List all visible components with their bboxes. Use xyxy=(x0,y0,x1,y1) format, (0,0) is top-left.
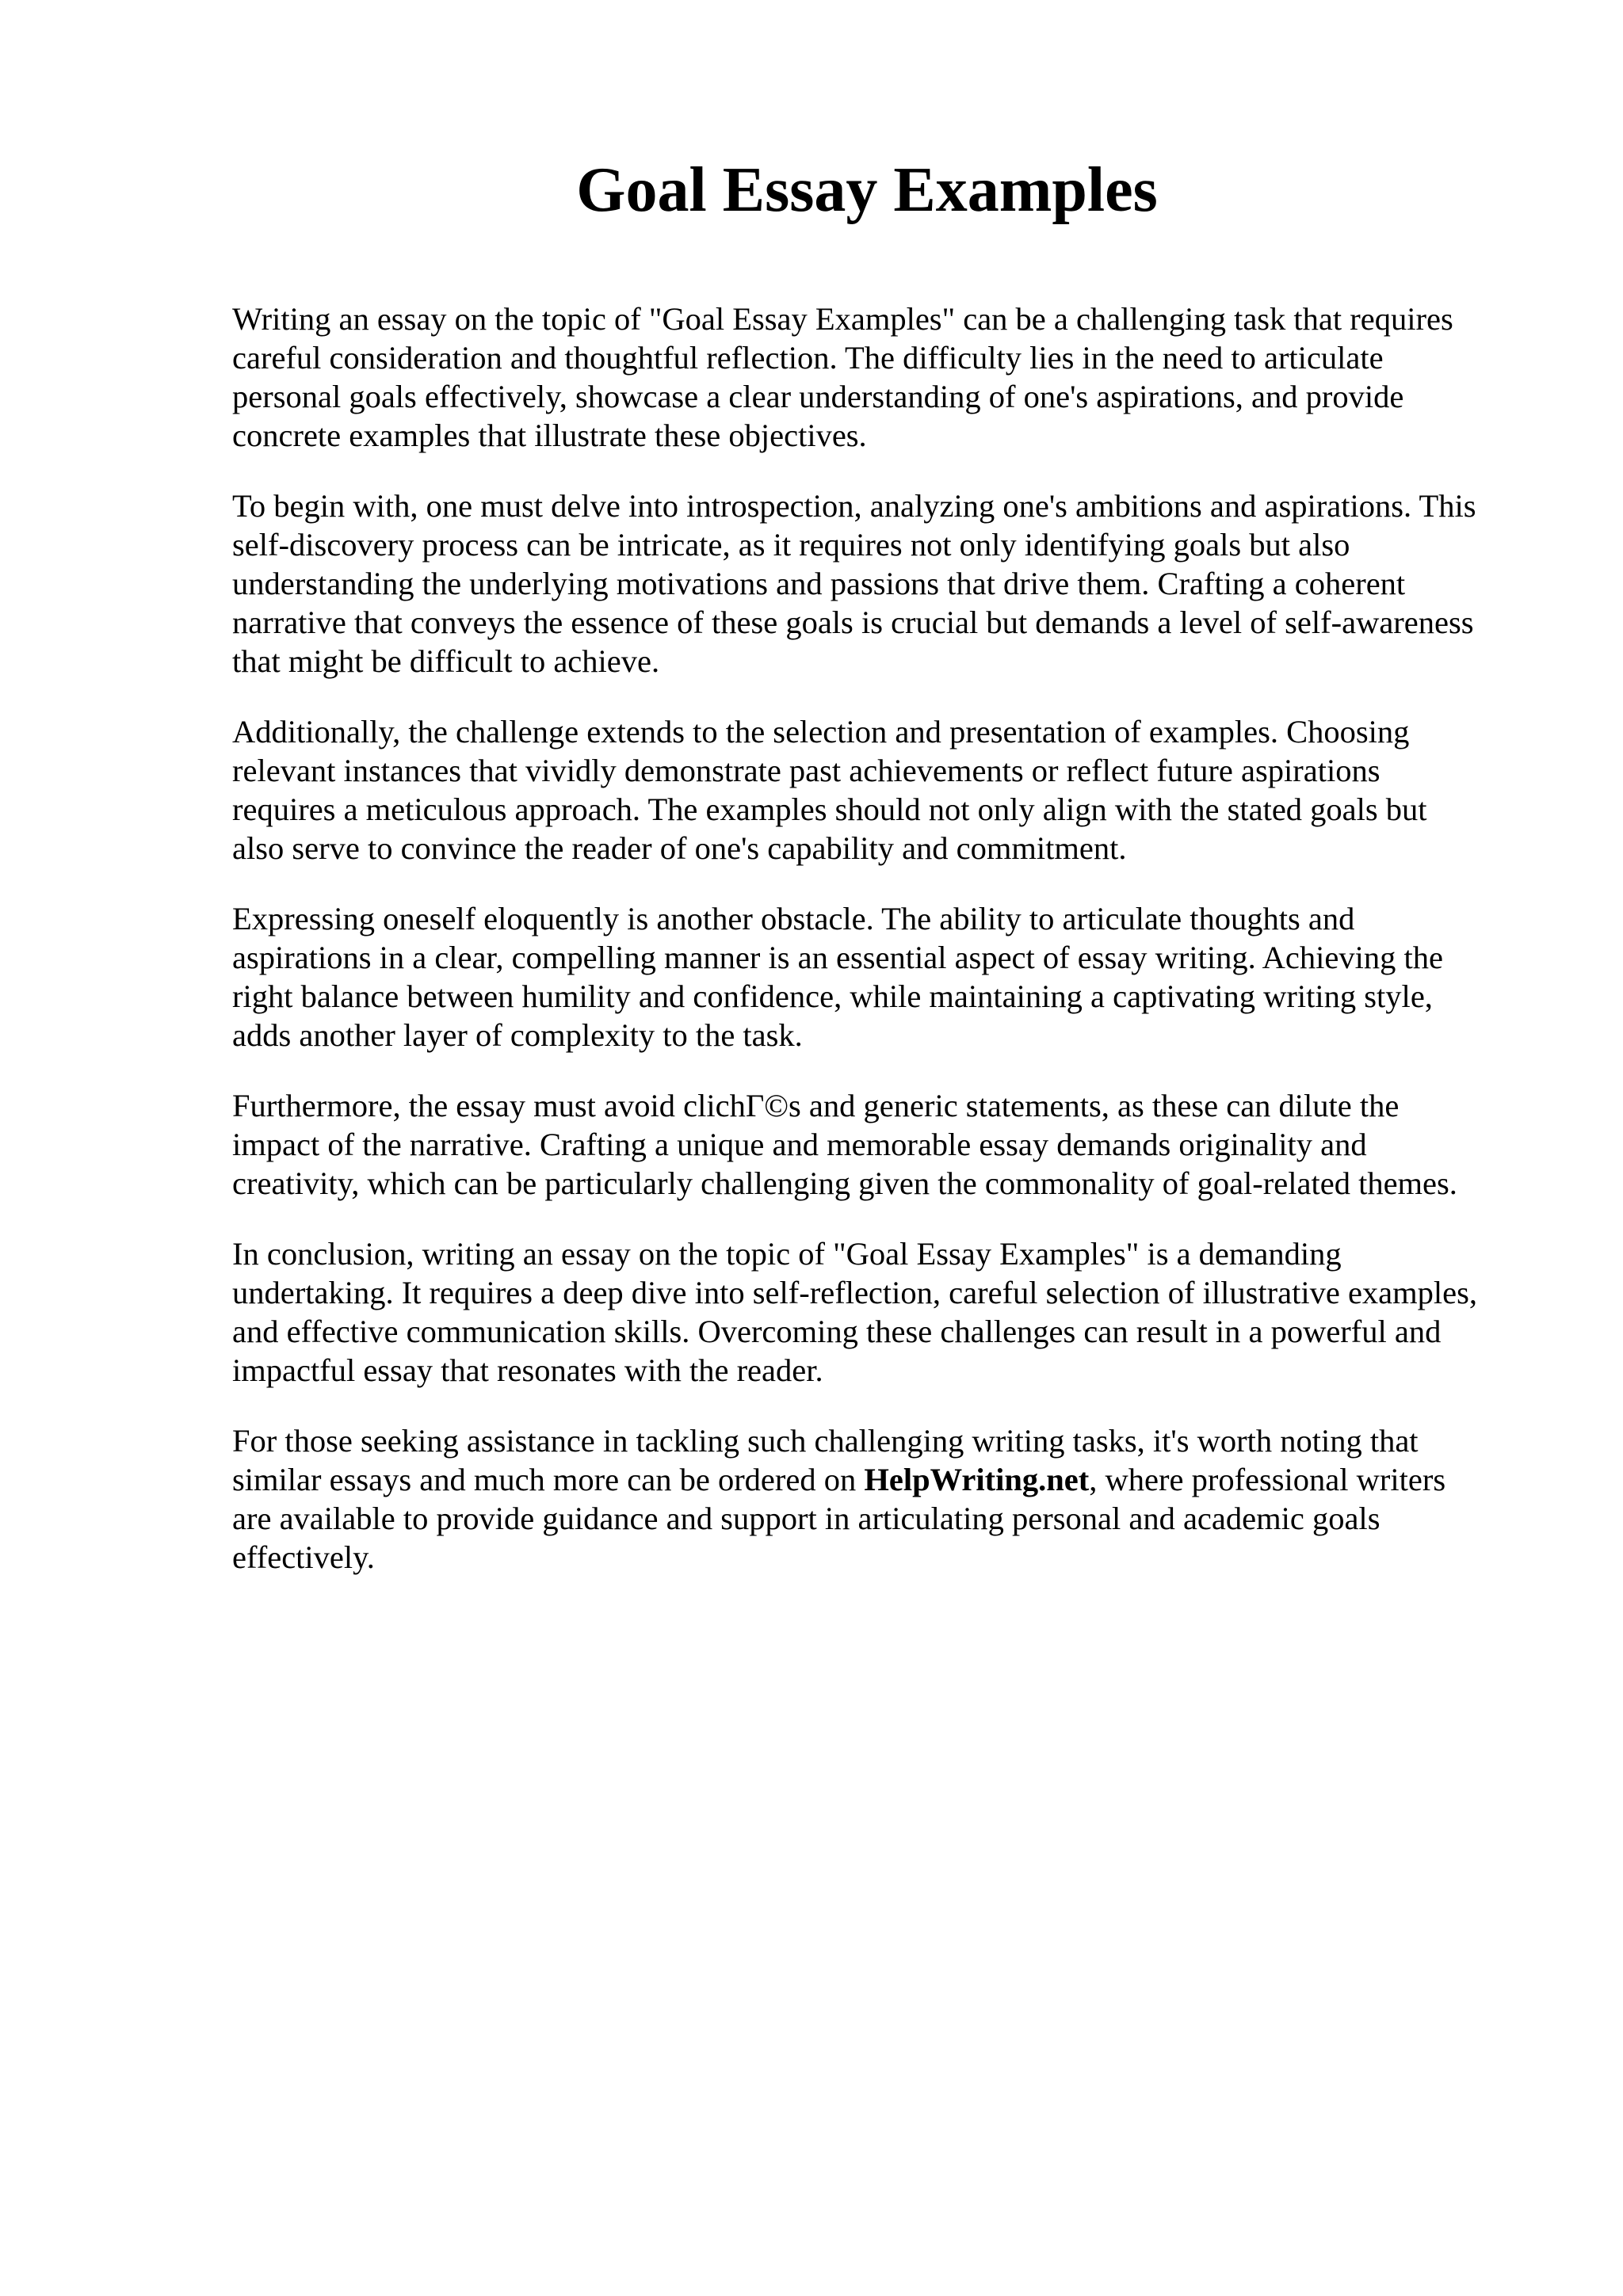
paragraph-line: impactful essay that resonates with the reader. xyxy=(232,1352,823,1388)
paragraph-line: aspirations in a clear, compelling manner is an essential aspect of essay writing. Achieving the xyxy=(232,940,1443,975)
paragraph-line: requires a meticulous approach. The examples should not only align with the stated goals but xyxy=(232,791,1427,827)
paragraph-line: In conclusion, writing an essay on the topic of "Goal Essay Examples" is a demanding xyxy=(232,1236,1342,1272)
paragraph-line: also serve to convince the reader of one's capability and commitment. xyxy=(232,830,1127,866)
closing-paragraph xyxy=(232,1421,1532,1577)
closing-line-2-lead: similar essays and much more can be ordered on xyxy=(232,1462,865,1497)
paragraph-line: creativity, which can be particularly challenging given the commonality of goal-related themes. xyxy=(232,1165,1457,1201)
paragraph-line: self-discovery process can be intricate, as it requires not only identifying goals but also xyxy=(232,527,1350,563)
paragraph-line: relevant instances that vividly demonstrate past achievements or reflect future aspirations xyxy=(232,753,1381,788)
body-paragraph xyxy=(232,1234,1532,1390)
paragraph-line: careful consideration and thoughtful reflection. The difficulty lies in the need to articulate xyxy=(232,340,1384,376)
paragraph-line: and effective communication skills. Overcoming these challenges can result in a powerful and xyxy=(232,1314,1442,1349)
paragraph-line: Additionally, the challenge extends to the selection and presentation of examples. Choosing xyxy=(232,714,1410,749)
paragraph-line: narrative that conveys the essence of these goals is crucial but demands a level of self-awareness xyxy=(232,605,1474,640)
paragraph-line: understanding the underlying motivations and passions that drive them. Crafting a coherent xyxy=(232,566,1406,601)
helpwriting-brand-link[interactable]: HelpWriting.net xyxy=(864,1462,1090,1497)
essay-body xyxy=(232,299,1532,1608)
paragraph-line: Furthermore, the essay must avoid clichГ©s and generic statements, as these can dilute the xyxy=(232,1088,1400,1123)
paragraph-line: concrete examples that illustrate these objectives. xyxy=(232,418,867,453)
closing-line-2-tail: , where professional writers xyxy=(1089,1462,1446,1497)
paragraph-line: Expressing oneself eloquently is another obstacle. The ability to articulate thoughts and xyxy=(232,901,1355,936)
body-paragraph xyxy=(232,899,1532,1055)
closing-line-2 xyxy=(232,1460,1532,1499)
paragraph-line: personal goals effectively, showcase a clear understanding of one's aspirations, and provide xyxy=(232,379,1404,414)
paragraph-line: right balance between humility and confidence, while maintaining a captivating writing style, xyxy=(232,978,1433,1014)
paragraph-list xyxy=(232,299,1532,1390)
closing-line-4: effectively. xyxy=(232,1539,375,1575)
paragraph-line: Writing an essay on the topic of "Goal Essay Examples" can be a challenging task that requires xyxy=(232,301,1453,337)
document-title: Goal Essay Examples xyxy=(576,155,1158,225)
paragraph-line: impact of the narrative. Crafting a unique and memorable essay demands originality and xyxy=(232,1127,1367,1162)
paragraph-line: adds another layer of complexity to the task. xyxy=(232,1017,803,1053)
closing-line-1: For those seeking assistance in tackling such challenging writing tasks, it's worth noting that xyxy=(232,1423,1419,1459)
paragraph-line: that might be difficult to achieve. xyxy=(232,643,660,679)
body-paragraph xyxy=(232,486,1532,681)
closing-line-3: are available to provide guidance and support in articulating personal and academic goals xyxy=(232,1501,1381,1536)
body-paragraph xyxy=(232,712,1532,868)
paragraph-line: undertaking. It requires a deep dive into self-reflection, careful selection of illustrative examples, xyxy=(232,1275,1478,1310)
body-paragraph xyxy=(232,299,1532,455)
paragraph-line: To begin with, one must delve into introspection, analyzing one's ambitions and aspirations. This xyxy=(232,488,1476,524)
body-paragraph xyxy=(232,1086,1532,1203)
